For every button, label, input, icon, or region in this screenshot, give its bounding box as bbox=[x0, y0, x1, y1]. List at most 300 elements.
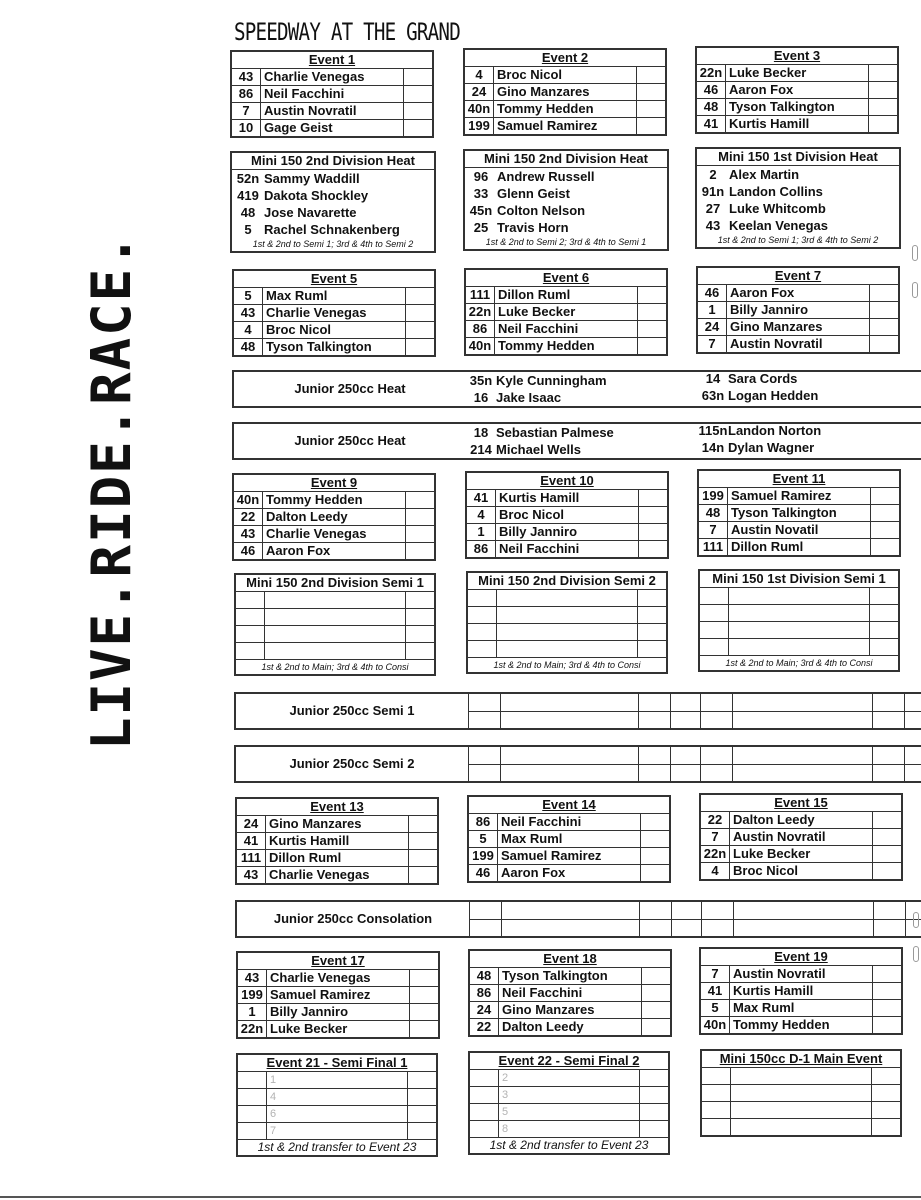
rider-name: Gino Manzares bbox=[266, 816, 409, 832]
semi-final-note: 1st & 2nd transfer to Event 23 bbox=[257, 1140, 417, 1154]
table-row bbox=[237, 833, 437, 850]
table-row bbox=[470, 1019, 670, 1035]
rider-number: 43 bbox=[232, 69, 261, 85]
main-event-title: Mini 150cc D-1 Main Event bbox=[702, 1051, 900, 1068]
table-row bbox=[470, 1087, 668, 1104]
event-card bbox=[468, 949, 672, 1037]
table-row bbox=[468, 590, 666, 607]
rider-number: 5 bbox=[244, 222, 252, 237]
rider-number: 4 bbox=[234, 322, 263, 338]
slot-number: 1 bbox=[267, 1072, 408, 1088]
result-cell bbox=[638, 287, 666, 303]
result-cell bbox=[637, 101, 665, 117]
rider-number: 24 bbox=[237, 816, 266, 832]
table-row bbox=[469, 831, 669, 848]
result-cell bbox=[406, 509, 434, 525]
rider-number: 63n bbox=[701, 388, 725, 403]
table-row bbox=[470, 1104, 668, 1121]
heat-card bbox=[695, 147, 901, 249]
list-item bbox=[465, 185, 667, 202]
table-row bbox=[236, 592, 434, 609]
event-title: Event 10 bbox=[467, 473, 667, 490]
rider-number: 48 bbox=[470, 968, 499, 984]
table-row bbox=[468, 641, 666, 658]
semi-card bbox=[466, 571, 668, 674]
rider-number: 52n bbox=[236, 171, 260, 186]
result-cell bbox=[870, 319, 898, 335]
table-row bbox=[467, 524, 667, 541]
rider-name: Aaron Fox bbox=[727, 285, 870, 301]
table-row bbox=[466, 287, 666, 304]
table-row bbox=[701, 846, 901, 863]
event-title: Event 19 bbox=[701, 949, 901, 966]
semi-final-note: 1st & 2nd transfer to Event 23 bbox=[489, 1138, 649, 1152]
table-row bbox=[702, 1119, 900, 1135]
rider-number: 40n bbox=[234, 492, 263, 508]
event-card bbox=[696, 266, 900, 354]
result-cell bbox=[409, 867, 437, 883]
list-item bbox=[466, 424, 696, 441]
table-row bbox=[238, 1123, 436, 1140]
table-row bbox=[234, 492, 434, 509]
band-right-riders bbox=[698, 422, 921, 456]
rider-name: Austin Novratil bbox=[730, 966, 873, 982]
rider-name: Landon Collins bbox=[729, 184, 823, 199]
rider-number: 199 bbox=[465, 118, 494, 134]
rider-name: Logan Hedden bbox=[728, 388, 819, 403]
event-title: Event 15 bbox=[701, 795, 901, 812]
result-cell bbox=[637, 84, 665, 100]
rider-name: Billy Janniro bbox=[727, 302, 870, 318]
rider-name: Tommy Hedden bbox=[495, 338, 638, 354]
rider-name: Austin Novatil bbox=[728, 522, 871, 538]
band-right-riders bbox=[698, 370, 921, 404]
rider-name: Gino Manzares bbox=[494, 84, 637, 100]
main-event-card bbox=[700, 1049, 902, 1137]
table-row bbox=[238, 970, 438, 987]
table-row bbox=[234, 526, 434, 543]
slot-number: 2 bbox=[499, 1070, 640, 1086]
rider-number: 24 bbox=[465, 84, 494, 100]
rider-name: Tommy Hedden bbox=[494, 101, 637, 117]
rider-name: Samuel Ramirez bbox=[728, 488, 871, 504]
rider-number: 40n bbox=[701, 1017, 730, 1033]
rider-number: 45n bbox=[469, 203, 493, 218]
rider-name: Charlie Venegas bbox=[266, 867, 409, 883]
event-card bbox=[464, 268, 668, 356]
table-row bbox=[238, 1021, 438, 1037]
list-item bbox=[466, 441, 696, 458]
semi-card bbox=[234, 573, 436, 676]
result-cell bbox=[871, 488, 899, 504]
slot-number: 7 bbox=[267, 1123, 408, 1139]
rider-number: 96 bbox=[473, 169, 489, 184]
result-cell bbox=[642, 985, 670, 1001]
rider-name: Aaron Fox bbox=[498, 865, 641, 881]
rider-name: Samuel Ramirez bbox=[494, 118, 637, 134]
result-cell bbox=[406, 339, 434, 355]
rider-number: 86 bbox=[470, 985, 499, 1001]
table-row bbox=[234, 288, 434, 305]
table-row bbox=[232, 120, 432, 136]
result-cell bbox=[410, 1004, 438, 1020]
rider-number: 41 bbox=[701, 983, 730, 999]
table-row bbox=[697, 116, 897, 132]
rider-number: 14n bbox=[701, 440, 725, 455]
junior-heat-band bbox=[232, 370, 921, 408]
rider-number: 22n bbox=[238, 1021, 267, 1037]
rider-name: Andrew Russell bbox=[497, 169, 595, 184]
rider-name: Charlie Venegas bbox=[267, 970, 410, 986]
rider-number: 115n bbox=[698, 423, 728, 438]
result-cell bbox=[639, 524, 667, 540]
rider-number: 7 bbox=[699, 522, 728, 538]
result-cell bbox=[873, 983, 901, 999]
result-cell bbox=[404, 86, 432, 102]
event-card bbox=[699, 947, 903, 1035]
list-item bbox=[465, 168, 667, 185]
table-row bbox=[465, 84, 665, 101]
table-row bbox=[234, 305, 434, 322]
rider-number: 4 bbox=[701, 863, 730, 879]
rider-number: 5 bbox=[469, 831, 498, 847]
rider-name: Broc Nicol bbox=[494, 67, 637, 83]
table-row bbox=[234, 509, 434, 526]
rider-name: Sammy Waddill bbox=[264, 171, 360, 186]
event-card bbox=[232, 473, 436, 561]
rider-name: Max Ruml bbox=[730, 1000, 873, 1016]
heat-note: 1st & 2nd to Semi 1; 3rd & 4th to Semi 2 bbox=[252, 239, 414, 249]
table-row bbox=[469, 814, 669, 831]
rider-name: Dillon Ruml bbox=[266, 850, 409, 866]
result-cell bbox=[873, 863, 901, 879]
result-cell bbox=[870, 336, 898, 352]
result-cell bbox=[871, 539, 899, 555]
semi-final-card bbox=[468, 1051, 670, 1155]
table-row bbox=[697, 82, 897, 99]
junior-semi-band bbox=[234, 692, 921, 730]
rider-name: Charlie Venegas bbox=[263, 526, 406, 542]
table-row bbox=[701, 1000, 901, 1017]
rider-number: 111 bbox=[237, 850, 266, 866]
table-row bbox=[470, 1070, 668, 1087]
rider-number: 7 bbox=[232, 103, 261, 119]
event-card bbox=[232, 269, 436, 357]
result-cell bbox=[871, 522, 899, 538]
rider-name: Tyson Talkington bbox=[263, 339, 406, 355]
rider-name: Tommy Hedden bbox=[263, 492, 406, 508]
band-label: Junior 250cc Semi 1 bbox=[289, 703, 415, 718]
event-card bbox=[236, 951, 440, 1039]
table-row bbox=[236, 609, 434, 626]
rider-number: 46 bbox=[469, 865, 498, 881]
rider-number: 33 bbox=[473, 186, 489, 201]
junior-consolation-band bbox=[235, 900, 921, 938]
rider-number: 22n bbox=[466, 304, 495, 320]
rider-number: 22n bbox=[701, 846, 730, 862]
rider-name: Dakota Shockley bbox=[264, 188, 369, 203]
rider-number: 199 bbox=[699, 488, 728, 504]
semi-title: Mini 150 1st Division Semi 1 bbox=[700, 571, 898, 588]
event-title: Event 5 bbox=[234, 271, 434, 288]
list-item bbox=[697, 200, 899, 217]
table-row bbox=[469, 865, 669, 881]
rider-number: 46 bbox=[697, 82, 726, 98]
event-title: Event 1 bbox=[232, 52, 432, 69]
table-row bbox=[238, 987, 438, 1004]
rider-name: Billy Janniro bbox=[267, 1004, 410, 1020]
table-row bbox=[702, 1085, 900, 1102]
rider-name: Austin Novratil bbox=[727, 336, 870, 352]
rider-name: Jose Navarette bbox=[264, 205, 357, 220]
rider-number: 46 bbox=[698, 285, 727, 301]
rider-number: 25 bbox=[473, 220, 489, 235]
result-cell bbox=[639, 490, 667, 506]
table-row bbox=[234, 322, 434, 339]
rider-name: Kyle Cunningham bbox=[496, 373, 607, 388]
rider-number: 2 bbox=[709, 167, 717, 182]
result-cell bbox=[638, 321, 666, 337]
rider-name: Travis Horn bbox=[497, 220, 569, 235]
band-left-riders bbox=[466, 372, 696, 406]
rider-name: Neil Facchini bbox=[496, 541, 639, 557]
rider-name: Kurtis Hamill bbox=[726, 116, 869, 132]
junior-semi-band bbox=[234, 745, 921, 783]
event-title: Event 6 bbox=[466, 270, 666, 287]
heat-note: 1st & 2nd to Semi 1; 3rd & 4th to Semi 2 bbox=[717, 235, 879, 245]
table-row bbox=[467, 490, 667, 507]
junior-heat-band bbox=[232, 422, 921, 460]
table-row bbox=[468, 607, 666, 624]
rider-name: Dillon Ruml bbox=[495, 287, 638, 303]
rider-number: 48 bbox=[699, 505, 728, 521]
table-row bbox=[236, 643, 434, 660]
rider-name: Luke Whitcomb bbox=[729, 201, 826, 216]
table-row bbox=[698, 319, 898, 336]
result-cell bbox=[409, 833, 437, 849]
table-row bbox=[238, 1072, 436, 1089]
rider-number: 22 bbox=[470, 1019, 499, 1035]
rider-name: Broc Nicol bbox=[496, 507, 639, 523]
rider-name: Neil Facchini bbox=[261, 86, 404, 102]
rider-number: 18 bbox=[473, 425, 489, 440]
rider-name: Max Ruml bbox=[498, 831, 641, 847]
result-cell bbox=[873, 846, 901, 862]
rider-name: Gage Geist bbox=[261, 120, 404, 136]
rider-name: Tyson Talkington bbox=[499, 968, 642, 984]
result-cell bbox=[873, 1017, 901, 1033]
table-row bbox=[697, 99, 897, 116]
heat-card bbox=[463, 149, 669, 251]
rider-name: Kurtis Hamill bbox=[266, 833, 409, 849]
rider-number: 35n bbox=[469, 373, 493, 388]
rider-name: Austin Novratil bbox=[261, 103, 404, 119]
list-item bbox=[698, 370, 921, 387]
rider-name: Samuel Ramirez bbox=[267, 987, 410, 1003]
result-cell bbox=[409, 850, 437, 866]
rider-name: Kurtis Hamill bbox=[730, 983, 873, 999]
table-row bbox=[699, 522, 899, 539]
list-item bbox=[232, 187, 434, 204]
list-item bbox=[698, 387, 921, 404]
table-row bbox=[699, 505, 899, 522]
rider-number: 43 bbox=[238, 970, 267, 986]
rider-name: Broc Nicol bbox=[730, 863, 873, 879]
rider-name: Jake Isaac bbox=[496, 390, 562, 405]
table-row bbox=[700, 639, 898, 656]
rider-number: 7 bbox=[701, 966, 730, 982]
result-cell bbox=[641, 865, 669, 881]
result-cell bbox=[642, 1019, 670, 1035]
result-cell bbox=[404, 103, 432, 119]
list-item bbox=[698, 422, 921, 439]
result-cell bbox=[870, 285, 898, 301]
rider-name: Keelan Venegas bbox=[729, 218, 828, 233]
rider-name: Dylan Wagner bbox=[728, 440, 815, 455]
result-cell bbox=[641, 831, 669, 847]
rider-number: 14 bbox=[705, 371, 721, 386]
rider-number: 86 bbox=[466, 321, 495, 337]
rider-number: 43 bbox=[234, 305, 263, 321]
table-row bbox=[701, 966, 901, 983]
table-row bbox=[698, 302, 898, 319]
rider-name: Alex Martin bbox=[729, 167, 800, 182]
rider-number: 46 bbox=[234, 543, 263, 559]
list-item bbox=[465, 219, 667, 236]
table-row bbox=[238, 1089, 436, 1106]
table-row bbox=[702, 1068, 900, 1085]
list-item bbox=[697, 166, 899, 183]
band-label: Junior 250cc Semi 2 bbox=[289, 756, 415, 771]
list-item bbox=[466, 372, 696, 389]
rider-number: 111 bbox=[466, 287, 495, 303]
result-cell bbox=[871, 505, 899, 521]
result-cell bbox=[404, 69, 432, 85]
result-cell bbox=[406, 305, 434, 321]
result-cell bbox=[869, 82, 897, 98]
rider-number: 5 bbox=[234, 288, 263, 304]
rider-number: 40n bbox=[465, 101, 494, 117]
list-item bbox=[232, 204, 434, 221]
slot-number: 5 bbox=[499, 1104, 640, 1120]
event-card bbox=[467, 795, 671, 883]
list-item bbox=[232, 221, 434, 238]
list-item bbox=[697, 217, 899, 234]
rider-name: Dalton Leedy bbox=[263, 509, 406, 525]
result-cell bbox=[410, 1021, 438, 1037]
rider-name: Broc Nicol bbox=[263, 322, 406, 338]
rider-number: 48 bbox=[697, 99, 726, 115]
result-cell bbox=[406, 492, 434, 508]
result-cell bbox=[873, 812, 901, 828]
result-cell bbox=[873, 1000, 901, 1016]
table-row bbox=[698, 285, 898, 302]
result-cell bbox=[642, 1002, 670, 1018]
rider-name: Billy Janniro bbox=[496, 524, 639, 540]
rider-name: Dillon Ruml bbox=[728, 539, 871, 555]
semi-final-card bbox=[236, 1053, 438, 1157]
rider-name: Charlie Venegas bbox=[263, 305, 406, 321]
rider-name: Neil Facchini bbox=[495, 321, 638, 337]
table-row bbox=[702, 1102, 900, 1119]
rider-name: Glenn Geist bbox=[497, 186, 570, 201]
rider-number: 86 bbox=[467, 541, 496, 557]
table-row bbox=[467, 541, 667, 557]
semi-title: Mini 150 2nd Division Semi 1 bbox=[236, 575, 434, 592]
table-row bbox=[470, 1002, 670, 1019]
result-cell bbox=[406, 526, 434, 542]
rider-number: 199 bbox=[238, 987, 267, 1003]
table-row bbox=[699, 539, 899, 555]
result-cell bbox=[638, 304, 666, 320]
semi-note: 1st & 2nd to Main; 3rd & 4th to Consi bbox=[725, 658, 873, 668]
rider-name: Samuel Ramirez bbox=[498, 848, 641, 864]
list-item bbox=[697, 183, 899, 200]
result-cell bbox=[869, 116, 897, 132]
slot-number: 6 bbox=[267, 1106, 408, 1122]
table-row bbox=[469, 848, 669, 865]
band-label: Junior 250cc Consolation bbox=[273, 911, 433, 926]
semi-card bbox=[698, 569, 900, 672]
rider-number: 43 bbox=[705, 218, 721, 233]
slot-number: 3 bbox=[499, 1087, 640, 1103]
event-title: Event 7 bbox=[698, 268, 898, 285]
rider-number: 43 bbox=[234, 526, 263, 542]
table-row bbox=[237, 850, 437, 867]
rider-name: Luke Becker bbox=[267, 1021, 410, 1037]
binder-clip-mark bbox=[913, 946, 919, 962]
rider-number: 40n bbox=[466, 338, 495, 354]
result-cell bbox=[637, 118, 665, 134]
result-cell bbox=[409, 816, 437, 832]
rider-number: 7 bbox=[698, 336, 727, 352]
event-card bbox=[465, 471, 669, 559]
rider-number: 48 bbox=[234, 339, 263, 355]
event-title: Event 2 bbox=[465, 50, 665, 67]
heat-card bbox=[230, 151, 436, 253]
semi-final-title: Event 22 - Semi Final 2 bbox=[470, 1053, 668, 1070]
rider-number: 27 bbox=[705, 201, 721, 216]
rider-number: 43 bbox=[237, 867, 266, 883]
table-row bbox=[466, 304, 666, 321]
rider-number: 22 bbox=[701, 812, 730, 828]
table-row bbox=[232, 103, 432, 120]
rider-name: Colton Nelson bbox=[497, 203, 586, 218]
table-row bbox=[701, 812, 901, 829]
rider-name: Tyson Talkington bbox=[726, 99, 869, 115]
event-card bbox=[695, 46, 899, 134]
event-card bbox=[230, 50, 434, 138]
table-row bbox=[465, 67, 665, 84]
semi-final-title: Event 21 - Semi Final 1 bbox=[238, 1055, 436, 1072]
rider-name: Neil Facchini bbox=[498, 814, 641, 830]
result-cell bbox=[869, 99, 897, 115]
rider-name: Luke Becker bbox=[495, 304, 638, 320]
binder-clip-mark bbox=[912, 282, 918, 298]
rider-name: Sebastian Palmese bbox=[496, 425, 614, 440]
result-cell bbox=[641, 814, 669, 830]
heat-title: Mini 150 2nd Division Heat bbox=[232, 153, 434, 170]
rider-number: 5 bbox=[701, 1000, 730, 1016]
list-item bbox=[232, 170, 434, 187]
list-item bbox=[698, 439, 921, 456]
rider-number: 86 bbox=[469, 814, 498, 830]
heat-title: Mini 150 1st Division Heat bbox=[697, 149, 899, 166]
rider-number: 41 bbox=[237, 833, 266, 849]
result-cell bbox=[638, 338, 666, 354]
rider-number: 111 bbox=[699, 539, 728, 555]
binder-clip-mark bbox=[913, 912, 919, 928]
